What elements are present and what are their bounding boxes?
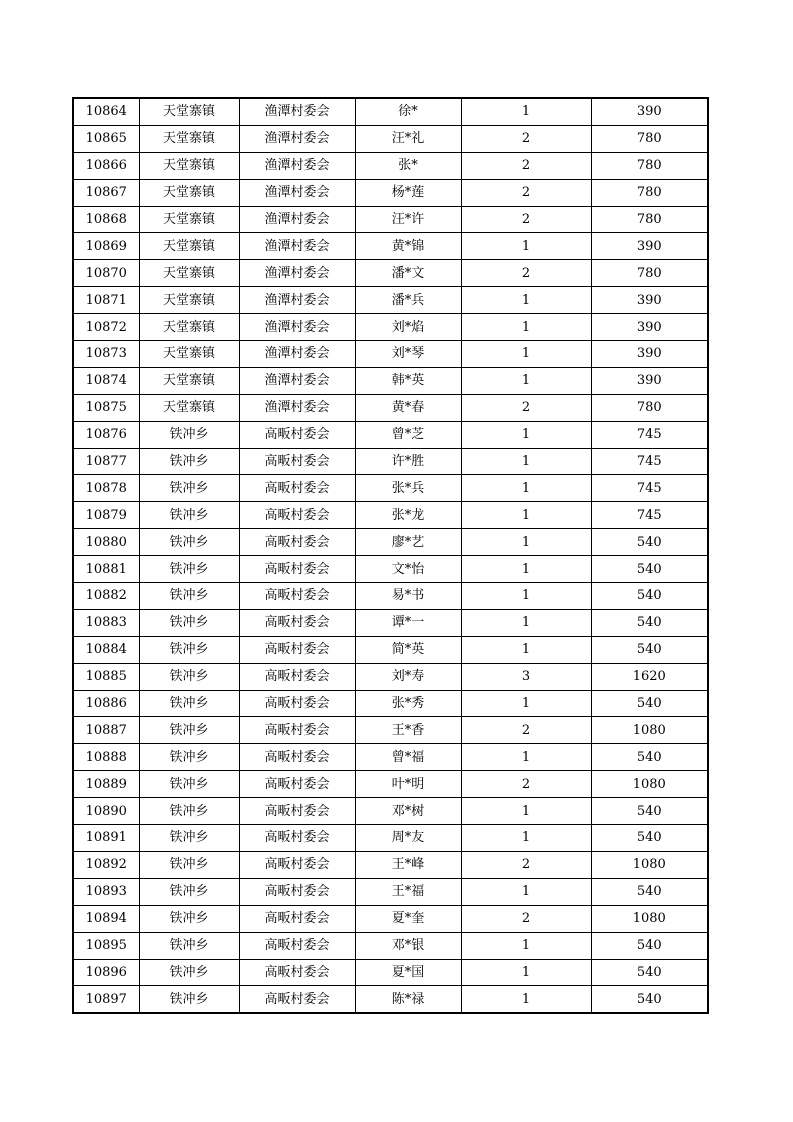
amount-cell: 540 — [591, 798, 708, 825]
count-cell: 1 — [461, 314, 591, 341]
town-cell: 铁冲乡 — [139, 556, 239, 583]
name-cell: 韩*英 — [355, 367, 461, 394]
row-id-cell: 10889 — [73, 771, 139, 798]
name-cell: 潘*文 — [355, 260, 461, 287]
town-cell: 天堂寨镇 — [139, 206, 239, 233]
town-cell: 铁冲乡 — [139, 663, 239, 690]
row-id-cell: 10886 — [73, 690, 139, 717]
committee-cell: 高畈村委会 — [239, 744, 355, 771]
count-cell: 1 — [461, 502, 591, 529]
count-cell: 1 — [461, 878, 591, 905]
committee-cell: 高畈村委会 — [239, 690, 355, 717]
row-id-cell: 10895 — [73, 932, 139, 959]
table-row — [73, 125, 708, 152]
name-cell: 汪*许 — [355, 206, 461, 233]
count-cell: 2 — [461, 125, 591, 152]
count-cell: 1 — [461, 636, 591, 663]
amount-cell: 780 — [591, 125, 708, 152]
row-id-cell: 10874 — [73, 367, 139, 394]
name-cell: 黄*锦 — [355, 233, 461, 260]
row-id-cell: 10868 — [73, 206, 139, 233]
town-cell: 铁冲乡 — [139, 529, 239, 556]
town-cell: 铁冲乡 — [139, 421, 239, 448]
committee-cell: 高畈村委会 — [239, 448, 355, 475]
name-cell: 张*秀 — [355, 690, 461, 717]
amount-cell: 780 — [591, 152, 708, 179]
name-cell: 张*龙 — [355, 502, 461, 529]
name-cell: 简*英 — [355, 636, 461, 663]
town-cell: 天堂寨镇 — [139, 233, 239, 260]
count-cell: 1 — [461, 932, 591, 959]
name-cell: 曾*福 — [355, 744, 461, 771]
committee-cell: 高畈村委会 — [239, 932, 355, 959]
row-id-cell: 10882 — [73, 583, 139, 610]
amount-cell: 780 — [591, 206, 708, 233]
table-row — [73, 986, 708, 1013]
amount-cell: 745 — [591, 448, 708, 475]
committee-cell: 高畈村委会 — [239, 529, 355, 556]
count-cell: 1 — [461, 233, 591, 260]
amount-cell: 745 — [591, 502, 708, 529]
committee-cell: 渔潭村委会 — [239, 341, 355, 368]
table-row — [73, 314, 708, 341]
amount-cell: 540 — [591, 556, 708, 583]
count-cell: 1 — [461, 690, 591, 717]
amount-cell: 780 — [591, 260, 708, 287]
committee-cell: 高畈村委会 — [239, 986, 355, 1013]
committee-cell: 高畈村委会 — [239, 475, 355, 502]
table-row — [73, 421, 708, 448]
table-row — [73, 152, 708, 179]
committee-cell: 高畈村委会 — [239, 583, 355, 610]
town-cell: 铁冲乡 — [139, 583, 239, 610]
committee-cell: 高畈村委会 — [239, 878, 355, 905]
row-id-cell: 10892 — [73, 851, 139, 878]
town-cell: 铁冲乡 — [139, 798, 239, 825]
amount-cell: 1080 — [591, 717, 708, 744]
table-row — [73, 179, 708, 206]
count-cell: 1 — [461, 744, 591, 771]
name-cell: 邓*树 — [355, 798, 461, 825]
name-cell: 许*胜 — [355, 448, 461, 475]
table-row — [73, 475, 708, 502]
name-cell: 邓*银 — [355, 932, 461, 959]
amount-cell: 540 — [591, 959, 708, 986]
table-row — [73, 341, 708, 368]
name-cell: 曾*芝 — [355, 421, 461, 448]
count-cell: 1 — [461, 287, 591, 314]
row-id-cell: 10891 — [73, 825, 139, 852]
row-id-cell: 10873 — [73, 341, 139, 368]
count-cell: 1 — [461, 986, 591, 1013]
committee-cell: 渔潭村委会 — [239, 287, 355, 314]
town-cell: 天堂寨镇 — [139, 314, 239, 341]
committee-cell: 高畈村委会 — [239, 609, 355, 636]
committee-cell: 高畈村委会 — [239, 851, 355, 878]
roster-body — [73, 98, 708, 1013]
table-row — [73, 260, 708, 287]
row-id-cell: 10893 — [73, 878, 139, 905]
amount-cell: 540 — [591, 878, 708, 905]
count-cell: 2 — [461, 206, 591, 233]
committee-cell: 高畈村委会 — [239, 771, 355, 798]
town-cell: 天堂寨镇 — [139, 287, 239, 314]
table-row — [73, 98, 708, 125]
town-cell: 铁冲乡 — [139, 448, 239, 475]
name-cell: 刘*寿 — [355, 663, 461, 690]
committee-cell: 高畈村委会 — [239, 663, 355, 690]
committee-cell: 渔潭村委会 — [239, 125, 355, 152]
amount-cell: 745 — [591, 475, 708, 502]
amount-cell: 540 — [591, 825, 708, 852]
table-row — [73, 367, 708, 394]
town-cell: 铁冲乡 — [139, 502, 239, 529]
town-cell: 铁冲乡 — [139, 932, 239, 959]
count-cell: 1 — [461, 341, 591, 368]
count-cell: 1 — [461, 367, 591, 394]
name-cell: 夏*奎 — [355, 905, 461, 932]
row-id-cell: 10887 — [73, 717, 139, 744]
table-row — [73, 851, 708, 878]
name-cell: 王*峰 — [355, 851, 461, 878]
row-id-cell: 10866 — [73, 152, 139, 179]
row-id-cell: 10864 — [73, 98, 139, 125]
table-row — [73, 663, 708, 690]
town-cell: 天堂寨镇 — [139, 152, 239, 179]
name-cell: 潘*兵 — [355, 287, 461, 314]
committee-cell: 高畈村委会 — [239, 798, 355, 825]
committee-cell: 渔潭村委会 — [239, 98, 355, 125]
name-cell: 张*兵 — [355, 475, 461, 502]
count-cell: 1 — [461, 798, 591, 825]
amount-cell: 390 — [591, 233, 708, 260]
row-id-cell: 10885 — [73, 663, 139, 690]
town-cell: 铁冲乡 — [139, 609, 239, 636]
committee-cell: 渔潭村委会 — [239, 233, 355, 260]
row-id-cell: 10869 — [73, 233, 139, 260]
table-row — [73, 771, 708, 798]
name-cell: 夏*国 — [355, 959, 461, 986]
committee-cell: 渔潭村委会 — [239, 152, 355, 179]
row-id-cell: 10888 — [73, 744, 139, 771]
town-cell: 天堂寨镇 — [139, 341, 239, 368]
table-row — [73, 636, 708, 663]
row-id-cell: 10878 — [73, 475, 139, 502]
committee-cell: 高畈村委会 — [239, 905, 355, 932]
row-id-cell: 10884 — [73, 636, 139, 663]
town-cell: 铁冲乡 — [139, 986, 239, 1013]
amount-cell: 1620 — [591, 663, 708, 690]
committee-cell: 高畈村委会 — [239, 556, 355, 583]
committee-cell: 高畈村委会 — [239, 421, 355, 448]
table-row — [73, 932, 708, 959]
amount-cell: 390 — [591, 367, 708, 394]
table-row — [73, 905, 708, 932]
count-cell: 2 — [461, 905, 591, 932]
row-id-cell: 10897 — [73, 986, 139, 1013]
row-id-cell: 10880 — [73, 529, 139, 556]
amount-cell: 390 — [591, 98, 708, 125]
row-id-cell: 10894 — [73, 905, 139, 932]
table-row — [73, 233, 708, 260]
committee-cell: 高畈村委会 — [239, 825, 355, 852]
count-cell: 2 — [461, 717, 591, 744]
table-row — [73, 744, 708, 771]
committee-cell: 渔潭村委会 — [239, 314, 355, 341]
count-cell: 1 — [461, 98, 591, 125]
committee-cell: 渔潭村委会 — [239, 367, 355, 394]
count-cell: 2 — [461, 771, 591, 798]
row-id-cell: 10870 — [73, 260, 139, 287]
amount-cell: 540 — [591, 583, 708, 610]
table-row — [73, 556, 708, 583]
name-cell: 文*怡 — [355, 556, 461, 583]
table-row — [73, 502, 708, 529]
count-cell: 1 — [461, 475, 591, 502]
town-cell: 铁冲乡 — [139, 959, 239, 986]
table-row — [73, 448, 708, 475]
table-row — [73, 798, 708, 825]
committee-cell: 高畈村委会 — [239, 717, 355, 744]
name-cell: 谭*一 — [355, 609, 461, 636]
town-cell: 天堂寨镇 — [139, 125, 239, 152]
row-id-cell: 10865 — [73, 125, 139, 152]
committee-cell: 渔潭村委会 — [239, 394, 355, 421]
name-cell: 徐* — [355, 98, 461, 125]
count-cell: 1 — [461, 448, 591, 475]
count-cell: 1 — [461, 609, 591, 636]
name-cell: 刘*焰 — [355, 314, 461, 341]
table-row — [73, 206, 708, 233]
amount-cell: 390 — [591, 287, 708, 314]
town-cell: 天堂寨镇 — [139, 98, 239, 125]
amount-cell: 540 — [591, 636, 708, 663]
name-cell: 王*香 — [355, 717, 461, 744]
row-id-cell: 10867 — [73, 179, 139, 206]
count-cell: 1 — [461, 825, 591, 852]
table-row — [73, 609, 708, 636]
name-cell: 王*福 — [355, 878, 461, 905]
name-cell: 廖*艺 — [355, 529, 461, 556]
table-row — [73, 878, 708, 905]
town-cell: 天堂寨镇 — [139, 179, 239, 206]
row-id-cell: 10890 — [73, 798, 139, 825]
count-cell: 2 — [461, 260, 591, 287]
town-cell: 天堂寨镇 — [139, 367, 239, 394]
town-cell: 铁冲乡 — [139, 878, 239, 905]
name-cell: 黄*春 — [355, 394, 461, 421]
name-cell: 刘*琴 — [355, 341, 461, 368]
count-cell: 1 — [461, 556, 591, 583]
town-cell: 铁冲乡 — [139, 717, 239, 744]
amount-cell: 540 — [591, 932, 708, 959]
amount-cell: 745 — [591, 421, 708, 448]
amount-cell: 780 — [591, 179, 708, 206]
committee-cell: 高畈村委会 — [239, 502, 355, 529]
name-cell: 汪*礼 — [355, 125, 461, 152]
count-cell: 1 — [461, 583, 591, 610]
amount-cell: 540 — [591, 744, 708, 771]
table-row — [73, 959, 708, 986]
name-cell: 周*友 — [355, 825, 461, 852]
table-row — [73, 394, 708, 421]
row-id-cell: 10876 — [73, 421, 139, 448]
amount-cell: 540 — [591, 529, 708, 556]
count-cell: 2 — [461, 851, 591, 878]
amount-cell: 1080 — [591, 851, 708, 878]
committee-cell: 高畈村委会 — [239, 636, 355, 663]
town-cell: 铁冲乡 — [139, 636, 239, 663]
amount-cell: 1080 — [591, 905, 708, 932]
town-cell: 铁冲乡 — [139, 690, 239, 717]
town-cell: 铁冲乡 — [139, 905, 239, 932]
committee-cell: 渔潭村委会 — [239, 179, 355, 206]
town-cell: 铁冲乡 — [139, 771, 239, 798]
table-row — [73, 287, 708, 314]
row-id-cell: 10883 — [73, 609, 139, 636]
count-cell: 2 — [461, 394, 591, 421]
name-cell: 易*书 — [355, 583, 461, 610]
count-cell: 1 — [461, 421, 591, 448]
town-cell: 铁冲乡 — [139, 744, 239, 771]
row-id-cell: 10881 — [73, 556, 139, 583]
amount-cell: 540 — [591, 609, 708, 636]
committee-cell: 渔潭村委会 — [239, 206, 355, 233]
committee-cell: 高畈村委会 — [239, 959, 355, 986]
name-cell: 陈*禄 — [355, 986, 461, 1013]
count-cell: 2 — [461, 152, 591, 179]
table-row — [73, 690, 708, 717]
town-cell: 铁冲乡 — [139, 475, 239, 502]
name-cell: 叶*明 — [355, 771, 461, 798]
amount-cell: 540 — [591, 690, 708, 717]
row-id-cell: 10875 — [73, 394, 139, 421]
town-cell: 铁冲乡 — [139, 851, 239, 878]
committee-cell: 渔潭村委会 — [239, 260, 355, 287]
row-id-cell: 10871 — [73, 287, 139, 314]
town-cell: 天堂寨镇 — [139, 394, 239, 421]
table-row — [73, 717, 708, 744]
town-cell: 天堂寨镇 — [139, 260, 239, 287]
amount-cell: 540 — [591, 986, 708, 1013]
table-row — [73, 825, 708, 852]
count-cell: 1 — [461, 529, 591, 556]
amount-cell: 780 — [591, 394, 708, 421]
count-cell: 2 — [461, 179, 591, 206]
count-cell: 1 — [461, 959, 591, 986]
amount-cell: 1080 — [591, 771, 708, 798]
row-id-cell: 10896 — [73, 959, 139, 986]
roster-table — [72, 97, 709, 1014]
amount-cell: 390 — [591, 341, 708, 368]
table-row — [73, 529, 708, 556]
amount-cell: 390 — [591, 314, 708, 341]
row-id-cell: 10877 — [73, 448, 139, 475]
name-cell: 杨*莲 — [355, 179, 461, 206]
table-row — [73, 583, 708, 610]
row-id-cell: 10872 — [73, 314, 139, 341]
name-cell: 张* — [355, 152, 461, 179]
count-cell: 3 — [461, 663, 591, 690]
town-cell: 铁冲乡 — [139, 825, 239, 852]
row-id-cell: 10879 — [73, 502, 139, 529]
